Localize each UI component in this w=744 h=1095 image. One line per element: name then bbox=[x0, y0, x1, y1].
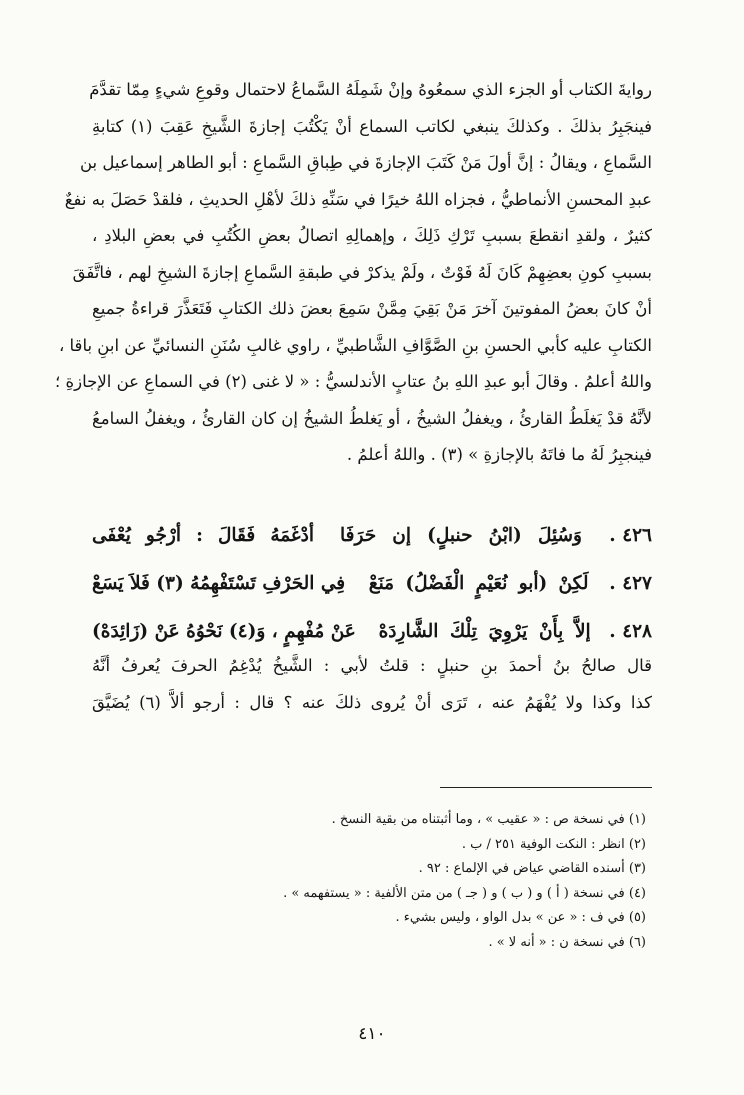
footnote-separator bbox=[440, 787, 652, 788]
text-line: قال صالحُ بنُ أحمدَ بنِ حنبلٍ : قلتُ لأبي : الشَّيخُ يُدْغِمُ الحرفَ يُعرفُ أنَّهُ bbox=[92, 656, 652, 675]
text-line: فينجَبِرُ بذلكَ . وكذلكَ ينبغي لكاتب السماع أنْ يَكْتُبَ إجازةَ الشَّيخِ عَقِبَ (١) كتابةِ bbox=[92, 116, 652, 136]
footnote: (٤) في نسخة ( أ ) و ( ب ) و ( جـ ) من متن الألفية : « يستفهمه » . bbox=[283, 885, 646, 901]
text-line: الكتابِ عليه كأبي الحسنِ بنِ الصَّوَّافِ الشَّاطبيِّ ، راوي غالبِ سُنَنِ النسائيِّ عن ابنِ باقا ، bbox=[58, 335, 652, 355]
verse-first-hemistich: إلاَّ بِأَنْ يَرْوِيَ تِلْكَ الشَّارِدَهْ bbox=[378, 620, 591, 642]
commentary-continuation bbox=[92, 648, 652, 721]
verse-second-hemistich: أدْغَمَهُ فَقَالَ : أرْجُو يُعْفَى bbox=[92, 524, 314, 546]
text-line: أنْ كانَ بعضُ المفوتينَ آخرَ مَنْ بَقِيَ مِمَّنْ سَمِعَ بعضَ ذلك الكتابِ فَتَعَذَّرَ قراءةُ جميعِ bbox=[92, 299, 652, 318]
text-line: السَّماعِ ، ويقالُ : إنَّ أولَ مَنْ كَتَبَ الإجازةَ في طِباقِ السَّماعِ : أبو الطاهر إسماعيل بن bbox=[80, 153, 652, 172]
text-line: بسببِ كونِ بعضِهِمْ كَانَ لَهُ فَوْتٌ ، ولَمْ يذكرْ في طبقةِ السَّماعِ إجازةَ الشيخِ لهم ، فاتَّفَقَ bbox=[72, 262, 652, 282]
footnote: (٢) انظر : النكت الوفية ٢٥١ / ب . bbox=[461, 836, 646, 852]
footnote: (٣) أسنده القاضي عياض في الإلماع : ٩٢ . bbox=[418, 861, 646, 876]
footnote: (١) في نسخة ص : « عقيب » ، وما أثبتناه من بقية النسخ . bbox=[331, 812, 646, 827]
verse-second-hemistich: فِي الحَرْفِ تَسْتَفْهِمُهُ (٣) فَلاَ يَسَعْ bbox=[92, 572, 346, 594]
commentary-text bbox=[55, 72, 652, 474]
text-line: فينجبِرُ لَهُ ما فاتَهُ بالإجازةِ » (٣) . واللهُ أعلمُ . bbox=[346, 445, 652, 464]
verse-number: ٤٢٦ . bbox=[609, 524, 652, 546]
verse-first-hemistich: لَكِنْ (أبو نُعَيْمٍ الْفَضْلُ) مَنَعْ bbox=[368, 572, 589, 594]
verse-first-hemistich: وَسُئِلَ (ابْنُ حنبلٍ) إن حَرَفَا bbox=[340, 524, 582, 546]
footnote: (٦) في نسخة ن : « أنه لا » . bbox=[488, 934, 646, 950]
footnote: (٥) في ف : « عن » بدل الواو ، وليس بشيء . bbox=[395, 910, 646, 925]
text-line: واللهُ أعلمُ . وقالَ أبو عبدِ اللهِ بنُ عتابٍ الأندلسيُّ : « لا غنى (٢) في السماعِ عن الإجازةِ ؛ bbox=[55, 372, 652, 391]
verse-second-hemistich: عَنْ مُفْهِمٍ ، وَ(٤) نَحْوُهُ عَنْ (زَائِدَهْ) bbox=[92, 620, 356, 642]
verse bbox=[92, 511, 652, 559]
poem-verses bbox=[92, 511, 652, 655]
verse bbox=[92, 559, 652, 607]
text-line: روايةَ الكتاب أو الجزء الذي سمعُوهُ وإنْ شَمِلَهُ السَّماعُ لاحتمال وقوعِ شيءٍ مِمّا تقدَّمَ bbox=[89, 80, 652, 99]
page-number: ٤١٠ bbox=[358, 1024, 386, 1044]
text-line: لأنَّهُ قدْ يَغلَطُ القارئُ ، ويغفلُ الشيخُ ، أو يَغلطُ الشيخُ إن كان القارئُ ، ويغفلُ السامعُ bbox=[92, 408, 652, 428]
text-line: كثيرٌ ، ولقدِ انقطعَ بسببِ تَرْكِ ذَلِكَ ، وإهمالِهِ اتصالُ بعضِ الكُتُبِ في بعضِ البلادِ ، bbox=[92, 226, 652, 245]
text-line: كذا وكذا ولا يُفْهَمُ عنه ، تَرَى أنْ يُروى ذلكَ عنه ؟ قال : أرجو ألاَّ (٦) يُضَيَّقَ bbox=[92, 692, 652, 712]
text-line: عبدِ المحسنِ الأنماطيُّ ، فجزاه اللهُ خيرًا في سَنِّهِ ذلكَ لأهْلِ الحديثِ ، فلقدْ حَصَلَ به نفعٌ bbox=[64, 189, 652, 209]
verse-number: ٤٢٧ . bbox=[609, 572, 652, 594]
verse-number: ٤٢٨ . bbox=[609, 620, 652, 642]
footnotes bbox=[160, 808, 646, 955]
